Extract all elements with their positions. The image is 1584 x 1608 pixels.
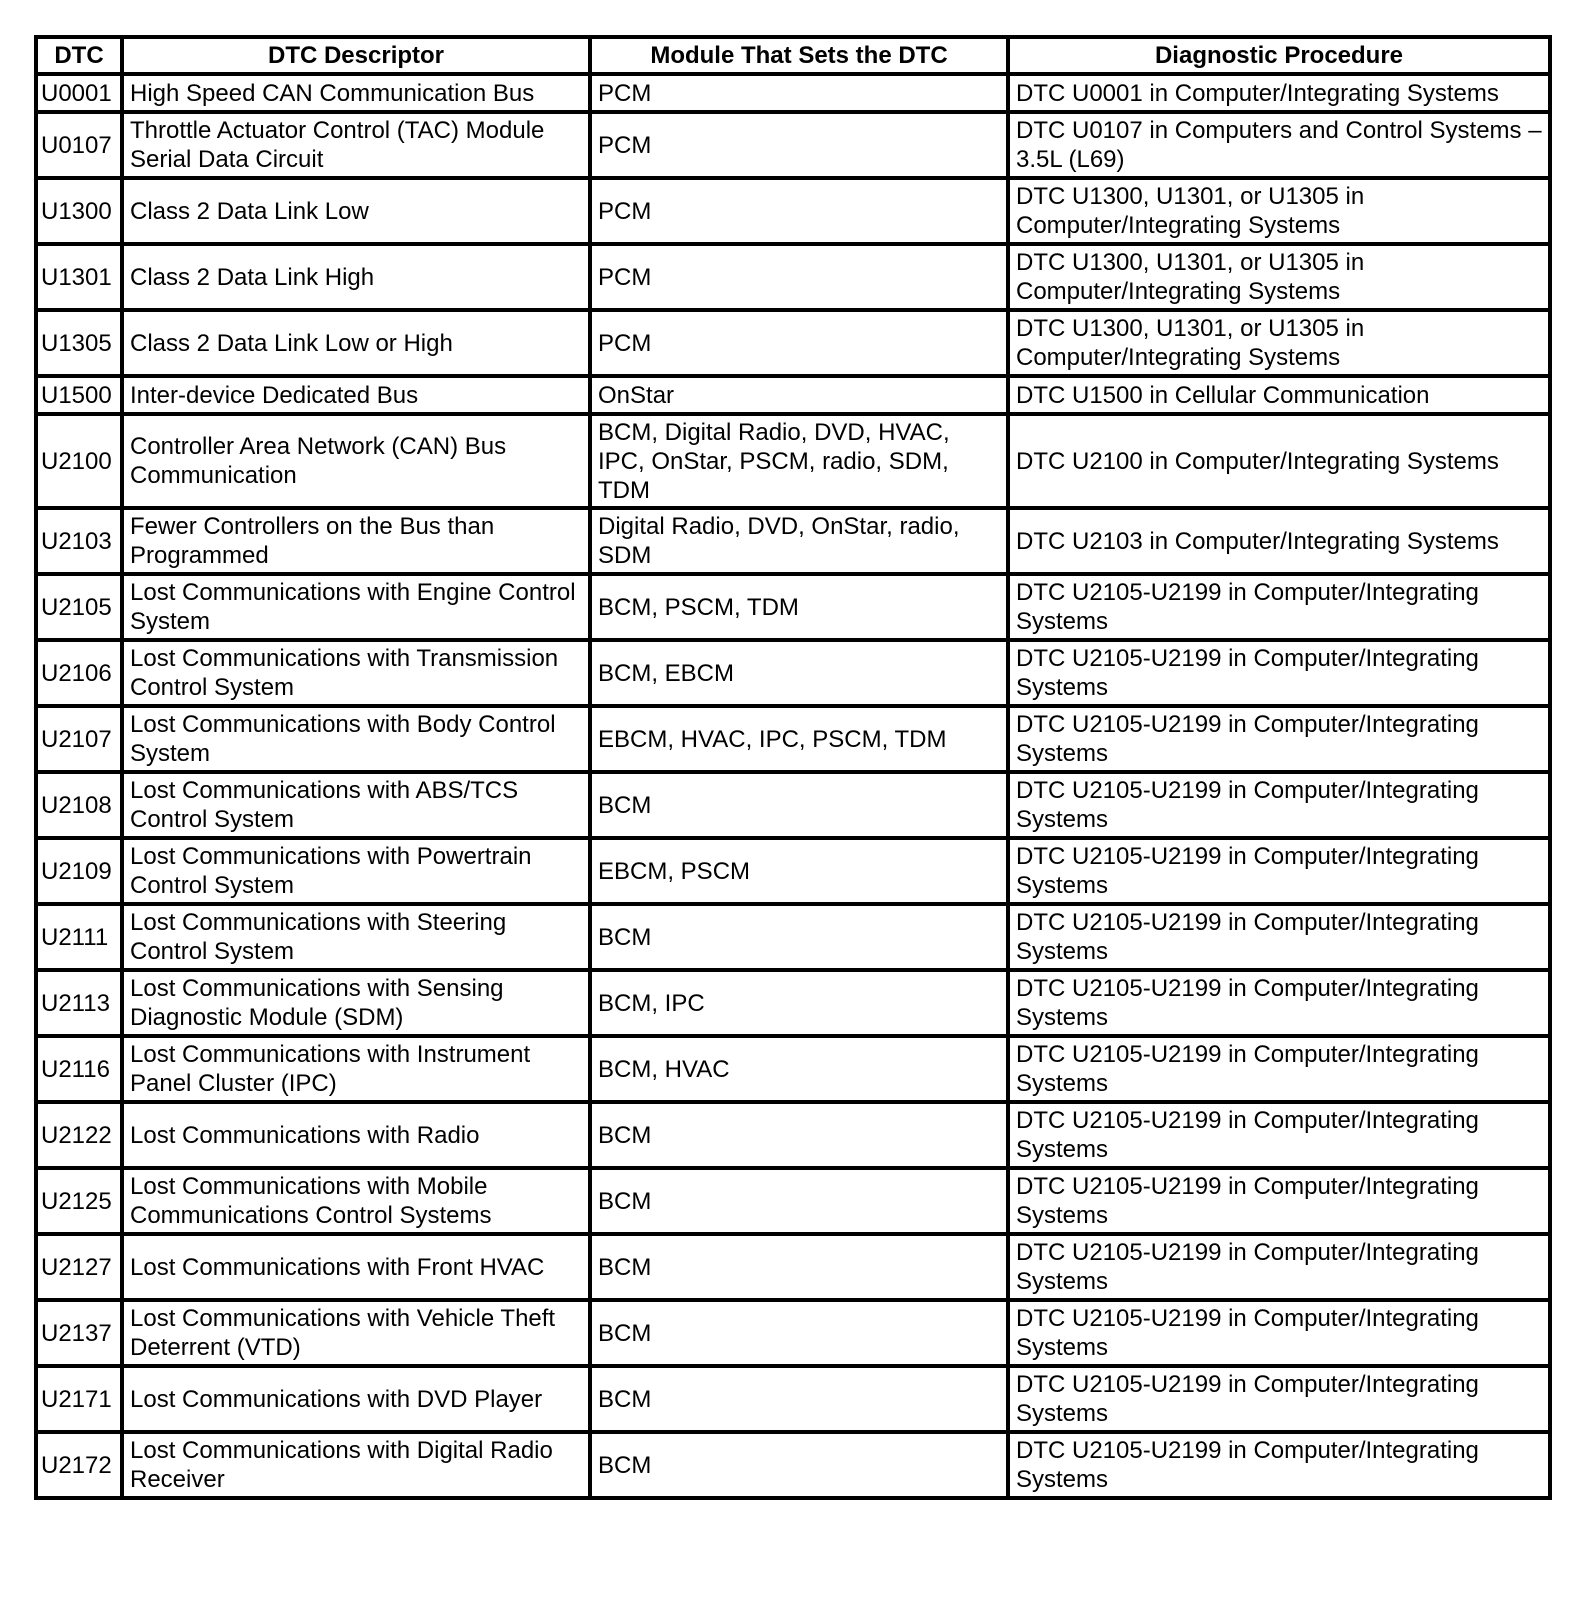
cell-dtc-code: U2111 [36, 904, 122, 970]
table-row [36, 1168, 1550, 1234]
cell-module: PCM [590, 178, 1008, 244]
cell-procedure: DTC U0001 in Computer/Integrating Systems [1008, 74, 1550, 112]
cell-procedure: DTC U1300, U1301, or U1305 in Computer/Integrating Systems [1008, 310, 1550, 376]
cell-procedure: DTC U2100 in Computer/Integrating Systems [1008, 414, 1550, 508]
cell-descriptor: Lost Communications with Vehicle Theft Deterrent (VTD) [122, 1300, 590, 1366]
table-row [36, 838, 1550, 904]
cell-dtc-code: U0107 [36, 112, 122, 178]
cell-descriptor: Class 2 Data Link High [122, 244, 590, 310]
cell-descriptor: Lost Communications with Instrument Panel Cluster (IPC) [122, 1036, 590, 1102]
header-dtc-descriptor: DTC Descriptor [122, 37, 590, 74]
table-row [36, 970, 1550, 1036]
cell-procedure: DTC U2105-U2199 in Computer/Integrating Systems [1008, 1168, 1550, 1234]
cell-dtc-code: U2103 [36, 508, 122, 574]
cell-procedure: DTC U0107 in Computers and Control Systems – 3.5L (L69) [1008, 112, 1550, 178]
cell-module: BCM, Digital Radio, DVD, HVAC, IPC, OnStar, PSCM, radio, SDM, TDM [590, 414, 1008, 508]
cell-module: PCM [590, 74, 1008, 112]
cell-dtc-code: U1301 [36, 244, 122, 310]
dtc-table [34, 35, 1552, 1500]
cell-descriptor: Lost Communications with Engine Control System [122, 574, 590, 640]
cell-procedure: DTC U2103 in Computer/Integrating Systems [1008, 508, 1550, 574]
table-row [36, 1036, 1550, 1102]
cell-dtc-code: U2127 [36, 1234, 122, 1300]
cell-procedure: DTC U2105-U2199 in Computer/Integrating Systems [1008, 772, 1550, 838]
table-row [36, 640, 1550, 706]
cell-descriptor: Lost Communications with Front HVAC [122, 1234, 590, 1300]
cell-descriptor: Inter-device Dedicated Bus [122, 376, 590, 414]
cell-dtc-code: U2107 [36, 706, 122, 772]
cell-dtc-code: U2106 [36, 640, 122, 706]
cell-procedure: DTC U2105-U2199 in Computer/Integrating Systems [1008, 1432, 1550, 1498]
table-row [36, 508, 1550, 574]
cell-descriptor: Lost Communications with Radio [122, 1102, 590, 1168]
cell-module: BCM [590, 1234, 1008, 1300]
cell-dtc-code: U2113 [36, 970, 122, 1036]
cell-dtc-code: U2105 [36, 574, 122, 640]
table-row [36, 1432, 1550, 1498]
table-row [36, 1234, 1550, 1300]
cell-module: BCM [590, 1102, 1008, 1168]
cell-procedure: DTC U1300, U1301, or U1305 in Computer/Integrating Systems [1008, 244, 1550, 310]
cell-dtc-code: U2137 [36, 1300, 122, 1366]
header-dtc: DTC [36, 37, 122, 74]
cell-module: BCM, EBCM [590, 640, 1008, 706]
cell-descriptor: Lost Communications with Digital Radio Receiver [122, 1432, 590, 1498]
table-header-row [36, 37, 1550, 74]
cell-procedure: DTC U2105-U2199 in Computer/Integrating Systems [1008, 1300, 1550, 1366]
cell-procedure: DTC U2105-U2199 in Computer/Integrating Systems [1008, 1366, 1550, 1432]
cell-dtc-code: U1500 [36, 376, 122, 414]
cell-procedure: DTC U1300, U1301, or U1305 in Computer/Integrating Systems [1008, 178, 1550, 244]
table-row [36, 178, 1550, 244]
table-row [36, 310, 1550, 376]
cell-procedure: DTC U1500 in Cellular Communication [1008, 376, 1550, 414]
cell-descriptor: Lost Communications with Steering Control System [122, 904, 590, 970]
cell-descriptor: Class 2 Data Link Low or High [122, 310, 590, 376]
cell-descriptor: Class 2 Data Link Low [122, 178, 590, 244]
cell-descriptor: Lost Communications with DVD Player [122, 1366, 590, 1432]
table-row [36, 904, 1550, 970]
cell-descriptor: Lost Communications with Powertrain Control System [122, 838, 590, 904]
cell-module: PCM [590, 244, 1008, 310]
cell-module: BCM, HVAC [590, 1036, 1008, 1102]
table-row [36, 1300, 1550, 1366]
cell-module: PCM [590, 112, 1008, 178]
cell-procedure: DTC U2105-U2199 in Computer/Integrating Systems [1008, 838, 1550, 904]
cell-module: EBCM, PSCM [590, 838, 1008, 904]
cell-dtc-code: U0001 [36, 74, 122, 112]
cell-dtc-code: U2100 [36, 414, 122, 508]
cell-module: Digital Radio, DVD, OnStar, radio, SDM [590, 508, 1008, 574]
cell-dtc-code: U2172 [36, 1432, 122, 1498]
cell-procedure: DTC U2105-U2199 in Computer/Integrating Systems [1008, 574, 1550, 640]
cell-dtc-code: U2116 [36, 1036, 122, 1102]
cell-descriptor: Throttle Actuator Control (TAC) Module Serial Data Circuit [122, 112, 590, 178]
cell-module: OnStar [590, 376, 1008, 414]
cell-procedure: DTC U2105-U2199 in Computer/Integrating Systems [1008, 904, 1550, 970]
cell-descriptor: Lost Communications with Mobile Communications Control Systems [122, 1168, 590, 1234]
table-row [36, 574, 1550, 640]
table-row [36, 1102, 1550, 1168]
cell-module: BCM [590, 772, 1008, 838]
cell-dtc-code: U2171 [36, 1366, 122, 1432]
cell-dtc-code: U2125 [36, 1168, 122, 1234]
header-module: Module That Sets the DTC [590, 37, 1008, 74]
cell-descriptor: Lost Communications with Sensing Diagnostic Module (SDM) [122, 970, 590, 1036]
cell-procedure: DTC U2105-U2199 in Computer/Integrating Systems [1008, 1102, 1550, 1168]
cell-module: BCM [590, 1300, 1008, 1366]
cell-procedure: DTC U2105-U2199 in Computer/Integrating Systems [1008, 970, 1550, 1036]
table-row [36, 244, 1550, 310]
cell-procedure: DTC U2105-U2199 in Computer/Integrating Systems [1008, 640, 1550, 706]
cell-dtc-code: U2122 [36, 1102, 122, 1168]
table-row [36, 772, 1550, 838]
cell-descriptor: Fewer Controllers on the Bus than Programmed [122, 508, 590, 574]
table-row [36, 112, 1550, 178]
cell-descriptor: Controller Area Network (CAN) Bus Communication [122, 414, 590, 508]
table-row [36, 414, 1550, 508]
cell-dtc-code: U1305 [36, 310, 122, 376]
cell-module: PCM [590, 310, 1008, 376]
cell-descriptor: Lost Communications with Body Control System [122, 706, 590, 772]
header-diagnostic-procedure: Diagnostic Procedure [1008, 37, 1550, 74]
cell-procedure: DTC U2105-U2199 in Computer/Integrating Systems [1008, 1234, 1550, 1300]
cell-dtc-code: U2109 [36, 838, 122, 904]
cell-descriptor: Lost Communications with Transmission Control System [122, 640, 590, 706]
table-row [36, 706, 1550, 772]
cell-module: BCM [590, 1168, 1008, 1234]
cell-descriptor: Lost Communications with ABS/TCS Control System [122, 772, 590, 838]
cell-descriptor: High Speed CAN Communication Bus [122, 74, 590, 112]
table-row [36, 376, 1550, 414]
cell-module: BCM [590, 1432, 1008, 1498]
cell-module: BCM [590, 1366, 1008, 1432]
cell-module: BCM, IPC [590, 970, 1008, 1036]
cell-procedure: DTC U2105-U2199 in Computer/Integrating Systems [1008, 706, 1550, 772]
table-row [36, 74, 1550, 112]
cell-procedure: DTC U2105-U2199 in Computer/Integrating Systems [1008, 1036, 1550, 1102]
cell-module: BCM [590, 904, 1008, 970]
cell-dtc-code: U2108 [36, 772, 122, 838]
cell-dtc-code: U1300 [36, 178, 122, 244]
cell-module: EBCM, HVAC, IPC, PSCM, TDM [590, 706, 1008, 772]
table-row [36, 1366, 1550, 1432]
cell-module: BCM, PSCM, TDM [590, 574, 1008, 640]
